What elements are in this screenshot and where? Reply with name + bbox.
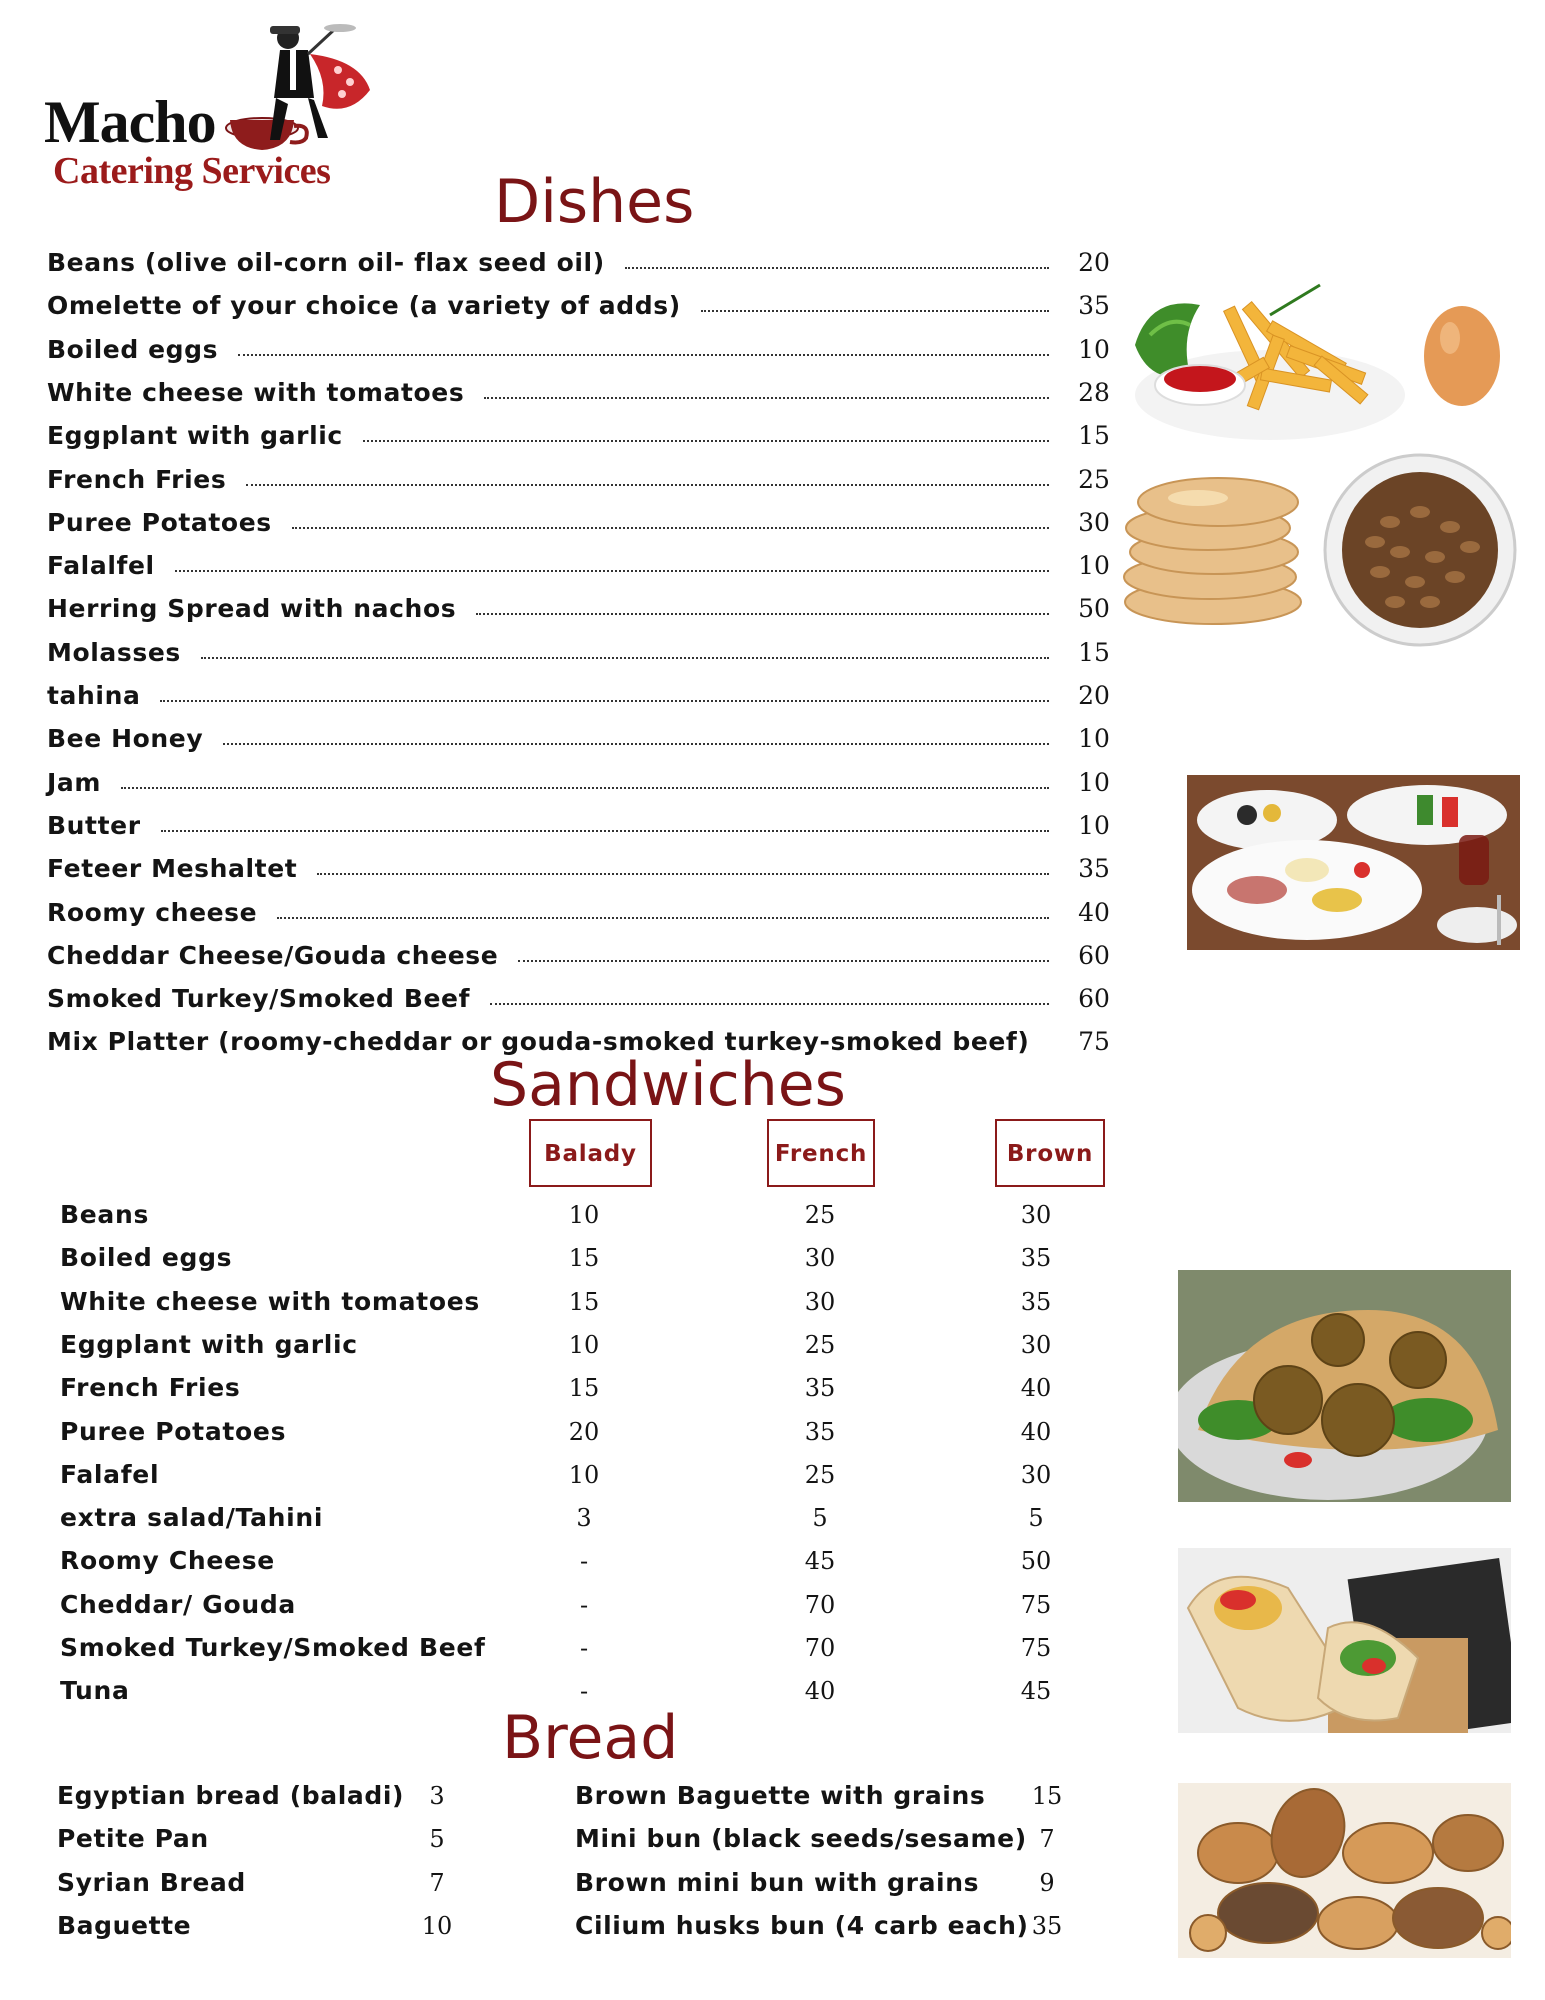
dot-leader bbox=[277, 917, 1049, 919]
dish-row bbox=[47, 849, 1110, 889]
dish-price: 35 bbox=[1078, 854, 1110, 884]
logo-catering-text: Catering Services bbox=[53, 150, 331, 192]
sandwich-name: Eggplant with garlic bbox=[60, 1329, 358, 1359]
dish-name: Omelette of your choice (a variety of adds) bbox=[47, 291, 681, 321]
egg-photo bbox=[1420, 298, 1504, 410]
dish-name: Feteer Meshaltet bbox=[47, 854, 298, 884]
dish-row bbox=[47, 589, 1110, 629]
bread-price: 9 bbox=[1039, 1868, 1055, 1897]
sandwich-name: French Fries bbox=[60, 1373, 241, 1403]
dot-leader bbox=[201, 657, 1049, 659]
sandwich-price-balady: 15 bbox=[568, 1287, 600, 1316]
bread-price: 5 bbox=[429, 1825, 445, 1854]
bread-price: 3 bbox=[429, 1782, 445, 1810]
sandwich-row bbox=[60, 1498, 1080, 1538]
bread-name: Egyptian bread (baladi) bbox=[57, 1781, 405, 1810]
sandwich-price-balady: 3 bbox=[576, 1504, 592, 1533]
bread-name: Baguette bbox=[57, 1910, 192, 1940]
dish-name: tahina bbox=[47, 681, 141, 710]
logo-mascot-graphic bbox=[210, 20, 380, 160]
sandwich-price-brown: 75 bbox=[1020, 1590, 1052, 1619]
dish-row bbox=[47, 763, 1110, 803]
pita-bread-stack-photo bbox=[1118, 462, 1308, 630]
dish-price: 10 bbox=[1078, 724, 1110, 754]
bread-name: Cilium husks bun (4 carb each) bbox=[575, 1910, 1029, 1940]
fries-with-ketchup-photo bbox=[1120, 275, 1410, 450]
dish-price: 10 bbox=[1078, 334, 1110, 364]
dish-price: 25 bbox=[1078, 464, 1110, 494]
dot-leader bbox=[518, 960, 1049, 962]
column-header-french: French bbox=[767, 1119, 875, 1187]
sandwich-price-brown: 75 bbox=[1020, 1634, 1052, 1662]
column-header-brown: Brown bbox=[995, 1119, 1105, 1187]
sandwich-price-french: 40 bbox=[804, 1677, 836, 1706]
dot-leader bbox=[161, 830, 1049, 832]
bread-name: Petite Pan bbox=[57, 1824, 209, 1854]
dish-name: French Fries bbox=[47, 464, 227, 494]
dot-leader bbox=[121, 787, 1049, 789]
dish-row bbox=[47, 286, 1110, 326]
dish-name: Falalfel bbox=[47, 551, 155, 581]
wrap-sandwich-photo bbox=[1178, 1548, 1511, 1733]
dot-leader bbox=[238, 354, 1049, 356]
dish-name: Bee Honey bbox=[47, 724, 204, 754]
sandwich-name: extra salad/Tahini bbox=[60, 1503, 324, 1533]
sandwich-price-french: 30 bbox=[804, 1244, 836, 1273]
dish-row bbox=[47, 460, 1110, 500]
sandwich-name: Boiled eggs bbox=[60, 1243, 233, 1273]
bread-row bbox=[575, 1906, 1072, 1946]
breakfast-spread-photo bbox=[1187, 775, 1520, 950]
dish-price: 15 bbox=[1078, 421, 1110, 451]
dish-name: Mix Platter (roomy-cheddar or gouda-smoked turkey-smoked beef) bbox=[47, 1027, 1030, 1057]
dish-price: 10 bbox=[1078, 767, 1110, 797]
bread-price: 35 bbox=[1031, 1911, 1063, 1940]
sandwich-price-french: 70 bbox=[804, 1634, 836, 1662]
sandwich-row bbox=[60, 1455, 1080, 1495]
sandwich-row bbox=[60, 1195, 1080, 1235]
dish-name: Butter bbox=[47, 810, 141, 840]
sandwich-price-french: 45 bbox=[804, 1547, 836, 1576]
dish-row bbox=[47, 330, 1110, 370]
sandwich-price-balady: - bbox=[579, 1677, 589, 1706]
dish-name: Cheddar Cheese/Gouda cheese bbox=[47, 940, 499, 970]
bread-name: Brown mini bun with grains bbox=[575, 1867, 980, 1897]
sandwich-price-brown: 30 bbox=[1020, 1330, 1052, 1359]
dish-price: 35 bbox=[1078, 291, 1110, 321]
dish-price: 40 bbox=[1078, 897, 1110, 927]
dot-leader bbox=[625, 267, 1049, 269]
sandwich-name: Smoked Turkey/Smoked Beef bbox=[60, 1633, 486, 1662]
bread-price: 15 bbox=[1031, 1782, 1063, 1810]
sandwich-row bbox=[60, 1368, 1080, 1408]
dish-price: 10 bbox=[1078, 551, 1110, 581]
dish-name: White cheese with tomatoes bbox=[47, 377, 465, 407]
dish-name: Herring Spread with nachos bbox=[47, 594, 457, 624]
dot-leader bbox=[160, 700, 1049, 702]
dish-price: 20 bbox=[1078, 681, 1110, 710]
sandwich-price-french: 30 bbox=[804, 1287, 836, 1316]
sandwich-price-brown: 40 bbox=[1020, 1417, 1052, 1446]
dot-leader bbox=[223, 743, 1049, 745]
sandwich-name: Falafel bbox=[60, 1459, 160, 1489]
sandwich-price-french: 35 bbox=[804, 1417, 836, 1446]
dish-row bbox=[47, 243, 1110, 283]
dish-row bbox=[47, 719, 1110, 759]
dish-row bbox=[47, 676, 1110, 716]
sandwich-price-balady: 10 bbox=[568, 1460, 600, 1489]
falafel-pita-photo bbox=[1178, 1270, 1511, 1502]
dot-leader bbox=[490, 1003, 1049, 1005]
dish-price: 10 bbox=[1078, 810, 1110, 840]
dish-name: Boiled eggs bbox=[47, 334, 219, 364]
sandwich-price-brown: 40 bbox=[1020, 1374, 1052, 1403]
bread-name: Mini bun (black seeds/sesame) bbox=[575, 1824, 1027, 1854]
logo-macho-text: Macho bbox=[44, 89, 216, 155]
dot-leader bbox=[701, 310, 1049, 312]
sandwich-price-brown: 35 bbox=[1020, 1244, 1052, 1273]
dish-row bbox=[47, 936, 1110, 976]
sandwiches-title: Sandwiches bbox=[490, 1050, 846, 1120]
sandwich-price-french: 35 bbox=[804, 1374, 836, 1403]
dish-row bbox=[47, 503, 1110, 543]
sandwich-price-french: 25 bbox=[804, 1201, 836, 1229]
bread-row bbox=[57, 1819, 462, 1859]
sandwich-price-balady: - bbox=[579, 1547, 589, 1576]
sandwich-price-balady: 20 bbox=[568, 1417, 600, 1446]
bread-price: 10 bbox=[421, 1911, 453, 1940]
bread-row bbox=[57, 1776, 462, 1816]
dot-leader bbox=[317, 873, 1049, 875]
dish-price: 20 bbox=[1078, 248, 1110, 277]
dish-row bbox=[47, 416, 1110, 456]
dish-name: Smoked Turkey/Smoked Beef bbox=[47, 984, 471, 1014]
dish-name: Eggplant with garlic bbox=[47, 421, 343, 451]
sandwich-row bbox=[60, 1412, 1080, 1452]
sandwich-price-balady: - bbox=[579, 1634, 589, 1662]
dish-row bbox=[47, 893, 1110, 933]
dishes-title: Dishes bbox=[494, 167, 695, 237]
sandwich-name: Beans bbox=[60, 1200, 150, 1229]
dot-leader bbox=[246, 484, 1049, 486]
sandwich-price-french: 25 bbox=[804, 1460, 836, 1489]
dot-leader bbox=[175, 570, 1049, 572]
sandwich-price-brown: 30 bbox=[1020, 1460, 1052, 1489]
dish-row bbox=[47, 806, 1110, 846]
sandwich-row bbox=[60, 1585, 1080, 1625]
dish-price: 60 bbox=[1078, 940, 1110, 970]
sandwich-price-brown: 50 bbox=[1020, 1547, 1052, 1576]
dish-row bbox=[47, 546, 1110, 586]
dish-name: Puree Potatoes bbox=[47, 507, 272, 537]
sandwich-name: Puree Potatoes bbox=[60, 1416, 287, 1446]
bread-assortment-photo bbox=[1178, 1783, 1511, 1958]
dish-row bbox=[47, 373, 1110, 413]
dish-name: Molasses bbox=[47, 637, 181, 667]
sandwich-price-balady: - bbox=[579, 1590, 589, 1619]
sandwich-price-brown: 35 bbox=[1020, 1287, 1052, 1316]
dish-name: Roomy cheese bbox=[47, 897, 258, 927]
bread-row bbox=[575, 1819, 1072, 1859]
sandwich-row bbox=[60, 1325, 1080, 1365]
bread-name: Brown Baguette with grains bbox=[575, 1781, 986, 1810]
sandwich-name: Tuna bbox=[60, 1676, 130, 1706]
bread-name: Syrian Bread bbox=[57, 1867, 246, 1897]
sandwich-row bbox=[60, 1541, 1080, 1581]
dish-price: 28 bbox=[1078, 377, 1110, 407]
dish-name: Jam bbox=[47, 767, 102, 797]
beans-bowl-photo bbox=[1320, 452, 1520, 647]
dot-leader bbox=[363, 440, 1049, 442]
bread-row bbox=[57, 1906, 462, 1946]
sandwich-row bbox=[60, 1282, 1080, 1322]
dish-price: 75 bbox=[1078, 1027, 1110, 1057]
bread-row bbox=[575, 1776, 1072, 1816]
sandwich-price-balady: 10 bbox=[568, 1330, 600, 1359]
dot-leader bbox=[476, 613, 1049, 615]
bread-price: 7 bbox=[1039, 1825, 1055, 1854]
bread-row bbox=[57, 1863, 462, 1903]
dot-leader bbox=[484, 397, 1049, 399]
sandwich-price-brown: 5 bbox=[1028, 1504, 1044, 1533]
sandwich-row bbox=[60, 1238, 1080, 1278]
dish-row bbox=[47, 633, 1110, 673]
dish-price: 60 bbox=[1078, 984, 1110, 1014]
sandwich-price-french: 5 bbox=[812, 1504, 828, 1533]
dish-price: 15 bbox=[1078, 637, 1110, 667]
sandwich-price-brown: 30 bbox=[1020, 1201, 1052, 1229]
sandwich-name: Roomy Cheese bbox=[60, 1546, 275, 1576]
sandwich-price-balady: 10 bbox=[568, 1201, 600, 1229]
sandwich-row bbox=[60, 1628, 1080, 1668]
sandwich-price-french: 25 bbox=[804, 1330, 836, 1359]
dish-row bbox=[47, 979, 1110, 1019]
dish-price: 30 bbox=[1078, 507, 1110, 537]
bread-price: 7 bbox=[429, 1868, 445, 1897]
dish-price: 50 bbox=[1078, 594, 1110, 624]
sandwich-name: White cheese with tomatoes bbox=[60, 1286, 480, 1316]
sandwich-price-brown: 45 bbox=[1020, 1677, 1052, 1706]
sandwich-price-french: 70 bbox=[804, 1590, 836, 1619]
dot-leader bbox=[292, 527, 1049, 529]
sandwich-price-balady: 15 bbox=[568, 1244, 600, 1273]
sandwich-price-balady: 15 bbox=[568, 1374, 600, 1403]
bread-row bbox=[575, 1863, 1072, 1903]
sandwich-name: Cheddar/ Gouda bbox=[60, 1589, 296, 1619]
dish-name: Beans (olive oil-corn oil- flax seed oil) bbox=[47, 248, 605, 277]
bread-title: Bread bbox=[502, 1703, 679, 1773]
column-header-balady: Balady bbox=[529, 1119, 652, 1187]
